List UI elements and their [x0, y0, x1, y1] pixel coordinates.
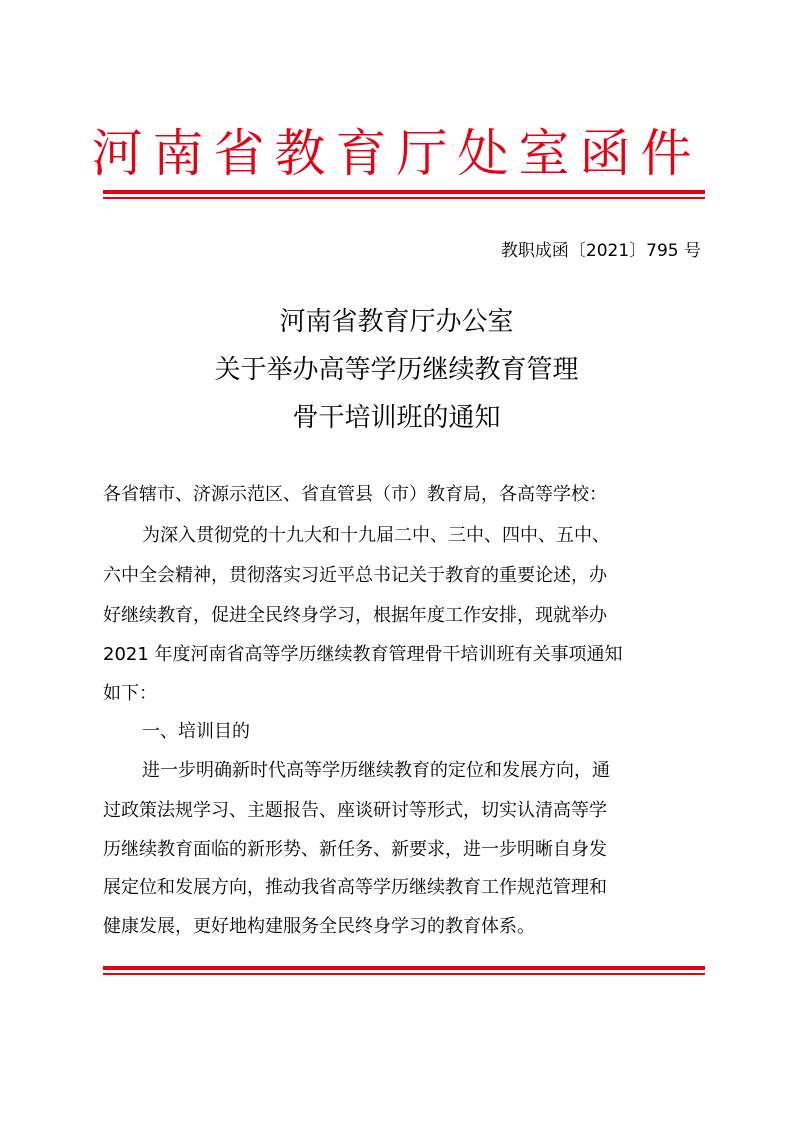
red-rule-top-thin	[103, 197, 705, 199]
section-1-heading: 一、培训目的	[142, 721, 250, 742]
paragraph-2-line-2: 过政策法规学习、主题报告、座谈研讨等形式，切实认清高等学	[103, 800, 607, 821]
notice-title-line-3: 骨干培训班的通知	[292, 403, 501, 433]
paragraph-1-line-5: 如下：	[103, 683, 157, 704]
letterhead-masthead: 河南省教育厅处室函件	[91, 125, 702, 184]
paragraph-2-line-3: 历继续教育面临的新形势、新任务、新要求，进一步明晰自身发	[103, 839, 607, 860]
paragraph-2-line-5: 健康发展，更好地构建服务全民终身学习的教育体系。	[103, 916, 535, 937]
notice-title-line-1: 河南省教育厅办公室	[279, 307, 514, 337]
paragraph-1-line-2: 六中全会精神，贯彻落实习近平总书记关于教育的重要论述，办	[103, 565, 607, 586]
paragraph-1-line-3: 好继续教育，促进全民终身学习，根据年度工作安排，现就举办	[103, 605, 607, 626]
notice-title-line-2: 关于举办高等学历继续教育管理	[214, 355, 579, 385]
paragraph-1-line-1: 为深入贯彻党的十九大和十九届二中、三中、四中、五中、	[142, 525, 610, 546]
paragraph-1-line-4: 2021 年度河南省高等学历继续教育管理骨干培训班有关事项通知	[103, 644, 623, 665]
red-rule-top-thick	[103, 190, 705, 194]
red-rule-bottom-thin	[103, 973, 705, 975]
paragraph-2-line-4: 展定位和发展方向，推动我省高等学历继续教育工作规范管理和	[103, 877, 607, 898]
salutation: 各省辖市、济源示范区、省直管县（市）教育局，各高等学校：	[103, 484, 607, 505]
paragraph-2-line-1: 进一步明确新时代高等学历继续教育的定位和发展方向，通	[142, 760, 610, 781]
document-number: 教职成函〔2021〕795 号	[500, 241, 701, 261]
red-rule-bottom-thick	[103, 966, 705, 970]
